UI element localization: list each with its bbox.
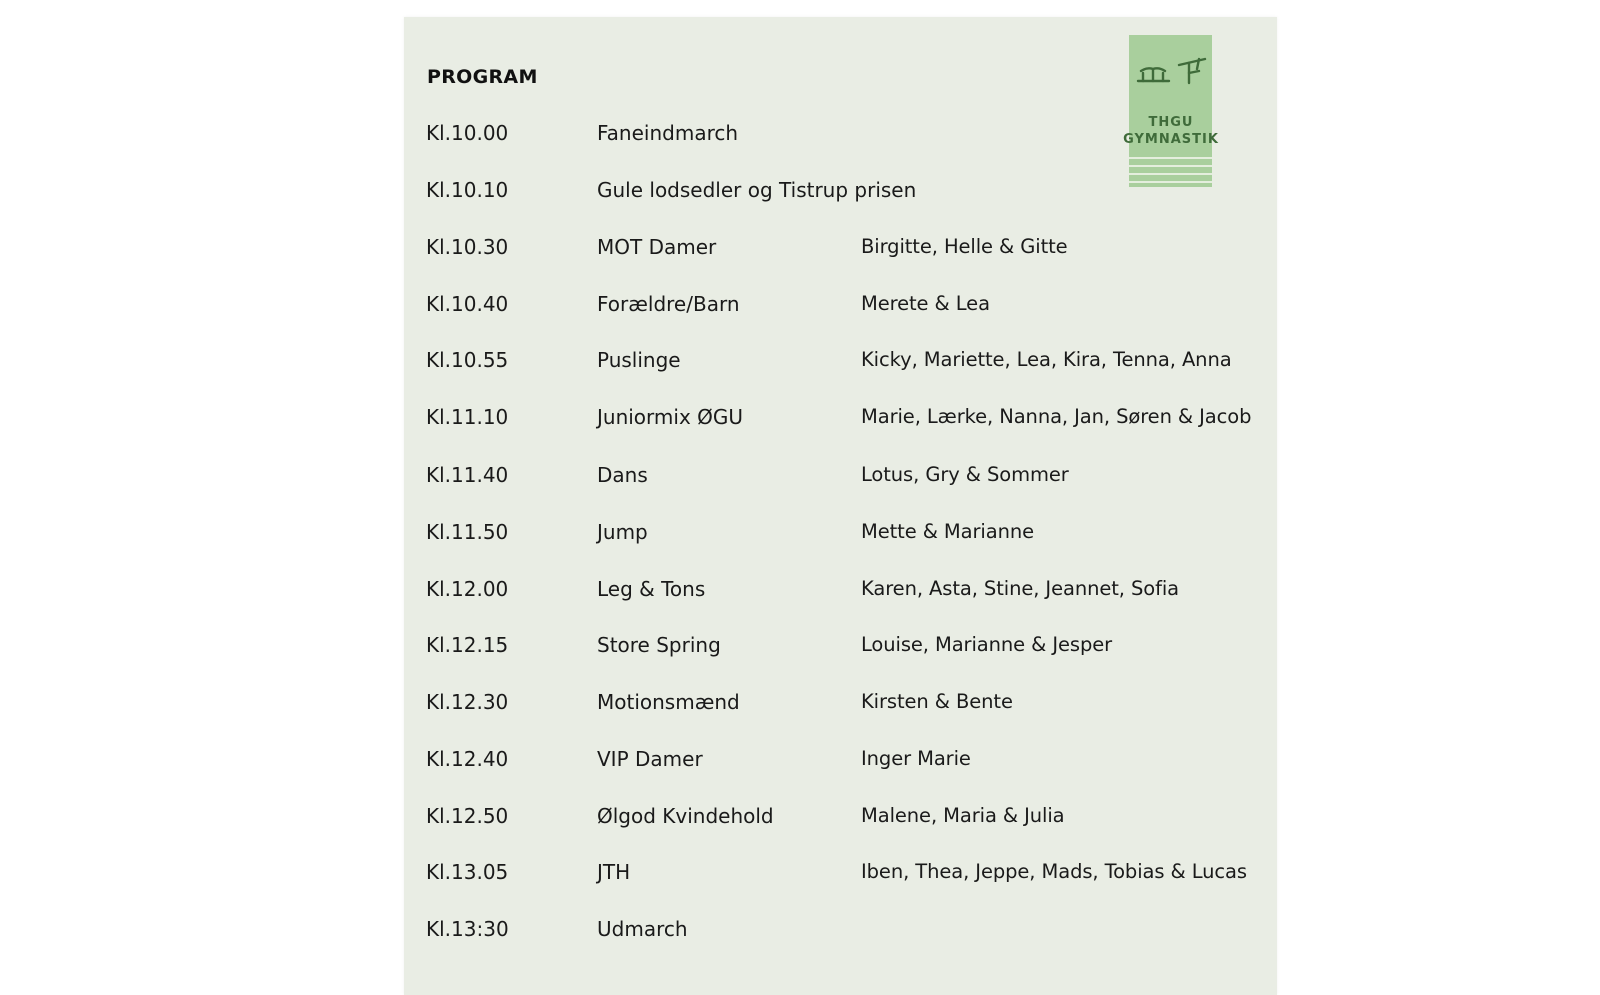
- row-event: Ølgod Kvindehold: [597, 804, 774, 828]
- row-people: Birgitte, Helle & Gitte: [861, 235, 1068, 258]
- row-people: Kicky, Mariette, Lea, Kira, Tenna, Anna: [861, 348, 1232, 371]
- row-event: Puslinge: [597, 348, 681, 372]
- row-event: MOT Damer: [597, 235, 717, 259]
- row-time: Kl.12.40: [426, 747, 509, 771]
- row-event: Store Spring: [597, 633, 721, 657]
- row-people: Merete & Lea: [861, 292, 990, 315]
- logo-stripe: [1129, 157, 1212, 159]
- row-time: Kl.10.40: [426, 292, 509, 316]
- schedule-row: [404, 175, 1277, 205]
- row-time: Kl.10.00: [426, 121, 509, 145]
- page-title: PROGRAM: [427, 66, 538, 88]
- logo-stripe: [1129, 165, 1212, 167]
- schedule-row: [404, 744, 1277, 774]
- row-people: Iben, Thea, Jeppe, Mads, Tobias & Lucas: [861, 860, 1247, 883]
- schedule-row: [404, 289, 1277, 319]
- row-people: Lotus, Gry & Sommer: [861, 463, 1069, 486]
- row-time: Kl.10.55: [426, 348, 509, 372]
- schedule-row: [404, 857, 1277, 887]
- row-event: Motionsmænd: [597, 690, 740, 714]
- logo-text-line1: THGU: [1148, 115, 1194, 130]
- schedule-row: [404, 460, 1277, 490]
- schedule-row: [404, 345, 1277, 375]
- row-event: Gule lodsedler og Tistrup prisen: [597, 178, 917, 202]
- row-event: JTH: [597, 860, 631, 884]
- row-people: Mette & Marianne: [861, 520, 1034, 543]
- row-people: Marie, Lærke, Nanna, Jan, Søren & Jacob: [861, 405, 1252, 428]
- row-event: Juniormix ØGU: [597, 405, 744, 429]
- row-time: Kl.10.10: [426, 178, 509, 202]
- schedule-row: [404, 801, 1277, 831]
- row-time: Kl.12.50: [426, 804, 509, 828]
- row-time: Kl.12.15: [426, 633, 509, 657]
- schedule-row: [404, 232, 1277, 262]
- schedule-row: [404, 118, 1277, 148]
- row-people: Louise, Marianne & Jesper: [861, 633, 1113, 656]
- row-time: Kl.12.30: [426, 690, 509, 714]
- schedule-row: [404, 914, 1277, 944]
- row-event: Leg & Tons: [597, 577, 706, 601]
- row-event: Dans: [597, 463, 648, 487]
- gymnast-icon: [1129, 35, 1212, 95]
- schedule-row: [404, 402, 1277, 432]
- schedule-row: [404, 687, 1277, 717]
- schedule-row: [404, 630, 1277, 660]
- row-time: Kl.10.30: [426, 235, 509, 259]
- row-event: Forældre/Barn: [597, 292, 740, 316]
- row-time: Kl.13:30: [426, 917, 509, 941]
- schedule-row: [404, 574, 1277, 604]
- row-people: Kirsten & Bente: [861, 690, 1013, 713]
- row-people: Karen, Asta, Stine, Jeannet, Sofia: [861, 577, 1180, 600]
- row-time: Kl.12.00: [426, 577, 509, 601]
- row-time: Kl.11.40: [426, 463, 509, 487]
- row-people: Inger Marie: [861, 747, 971, 770]
- logo-text-line2: GYMNASTIK: [1123, 132, 1219, 147]
- row-event: VIP Damer: [597, 747, 703, 771]
- schedule-row: [404, 517, 1277, 547]
- program-sheet: [404, 17, 1277, 995]
- row-people: Malene, Maria & Julia: [861, 804, 1065, 827]
- row-time: Kl.11.10: [426, 405, 509, 429]
- row-event: Jump: [597, 520, 648, 544]
- row-time: Kl.11.50: [426, 520, 509, 544]
- row-time: Kl.13.05: [426, 860, 509, 884]
- row-event: Faneindmarch: [597, 121, 739, 145]
- row-event: Udmarch: [597, 917, 688, 941]
- club-logo: [1123, 35, 1219, 187]
